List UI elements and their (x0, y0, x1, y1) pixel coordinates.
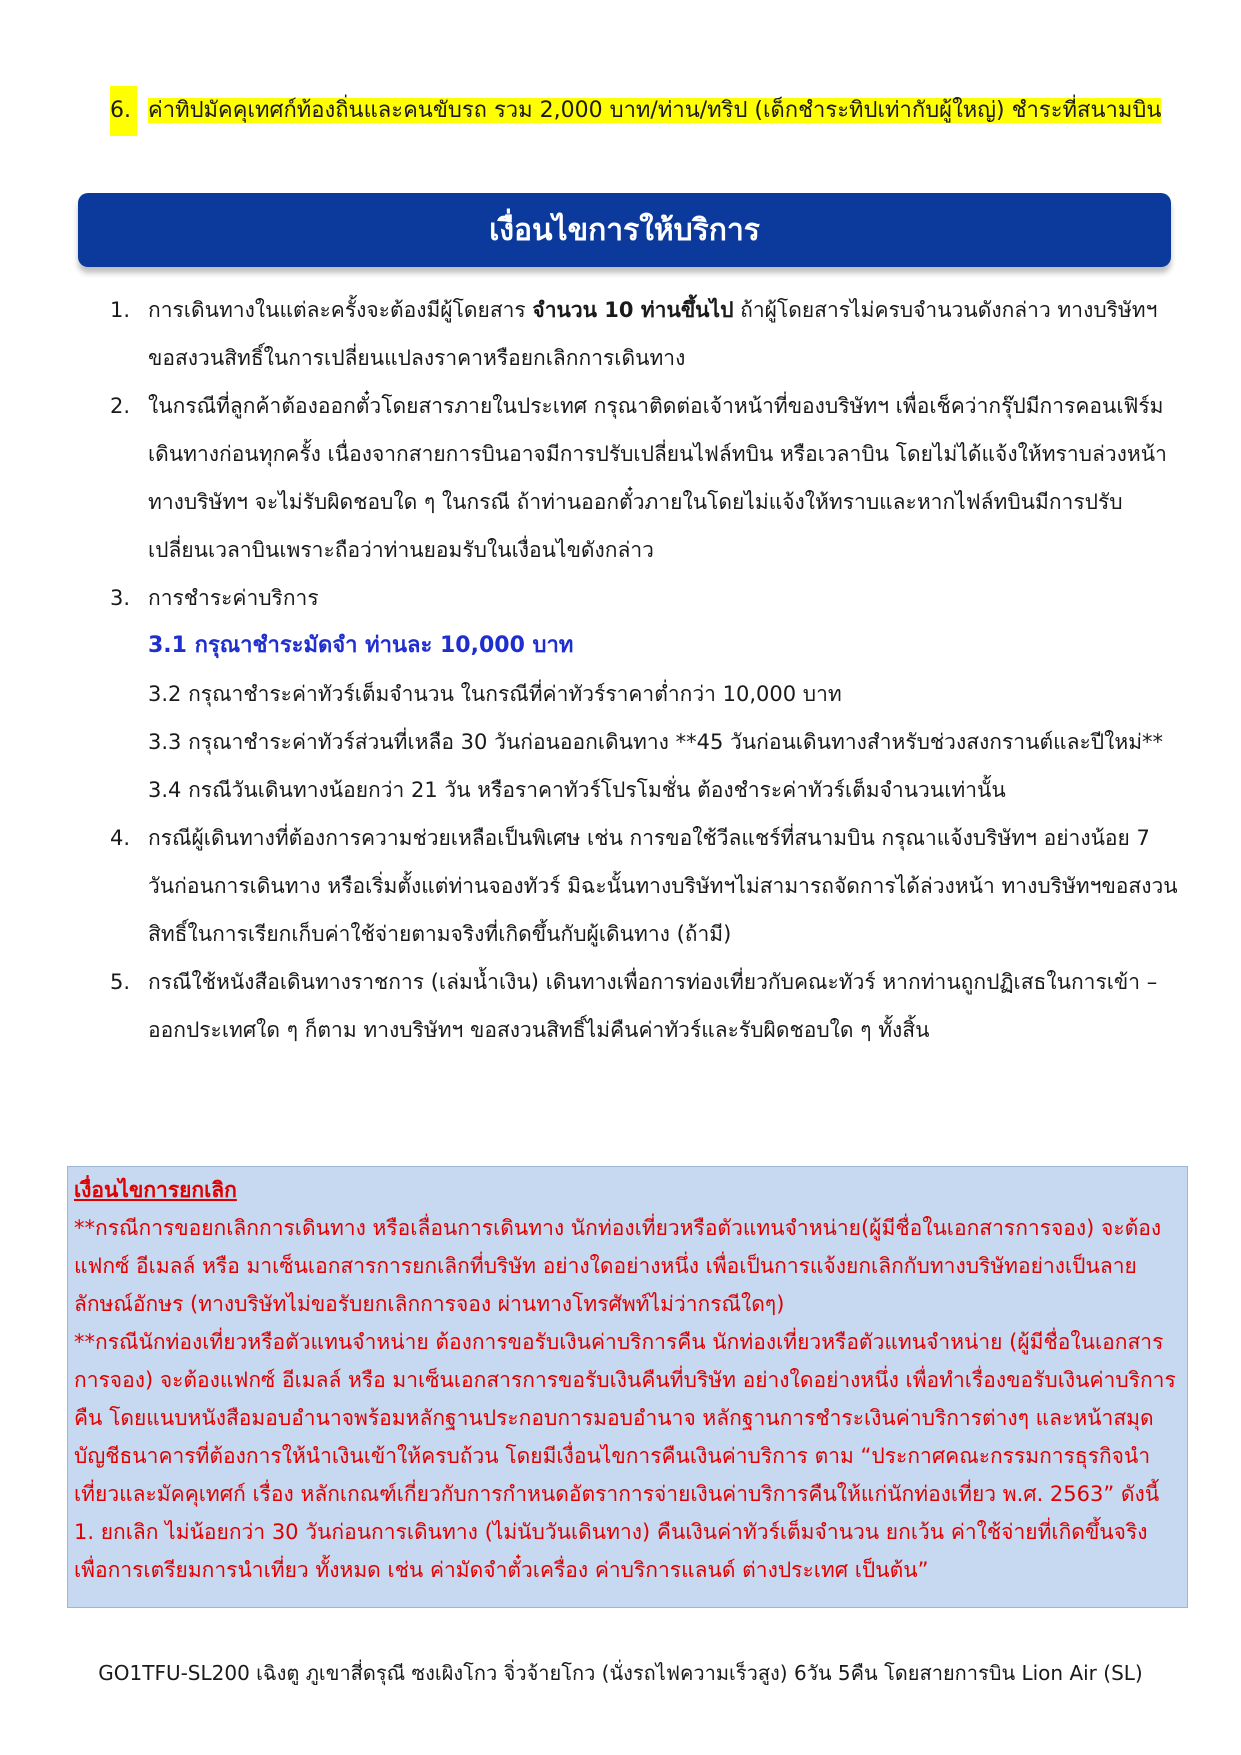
condition-item-1 (110, 286, 1180, 382)
cancellation-paragraph-1: **กรณีการขอยกเลิกการเดินทาง หรือเลื่อนการเดินทาง นักท่องเที่ยวหรือตัวแทนจำหน่าย(ผู้มีชื่อในเอกสารการจอง) จะต้องแฟกซ์ อีเมลล์ หรือ มาเซ็นเอกสารการยกเลิกที่บริษัท อย่างใดอย่างหนึ่ง เพื่อเป็นการแจ้งยกเลิกกับทางบริษัทอย่างเป็นลายลักษณ์อักษร (ทางบริษัทไม่ขอรับยกเลิกการจอง ผ่านทางโทรศัพท์ไม่ว่ากรณีใดๆ) (74, 1216, 1162, 1316)
condition-item-4 (110, 814, 1180, 958)
highlighted-text: ค่าทิปมัคคุเทศก์ท้องถิ่นและคนขับรถ รวม 2,000 บาท/ท่าน/ทริป (เด็กชำระทิปเท่ากับผู้ใหญ่) ชำระที่สนามบิน (148, 98, 1162, 123)
item-number: 5. (110, 970, 131, 994)
cancellation-paragraph-2: **กรณีนักท่องเที่ยวหรือตัวแทนจำหน่าย ต้องการขอรับเงินค่าบริการคืน นักท่องเที่ยวหรือตัวแทนจำหน่าย (ผู้มีชื่อในเอกสารการจอง) จะต้องแฟกซ์ อีเมลล์ หรือ มาเซ็นเอกสารการขอรับเงินคืนที่บริษัท อย่างใดอย่างหนึ่ง เพื่อทำเรื่องขอรับเงินค่าบริการคืน โดยแนบหนังสือมอบอำนาจพร้อมหลักฐานประกอบการมอบอำนาจ หลักฐานการชำระเงินค่าบริการต่างๆ และหน้าสมุดบัญชีธนาคารที่ต้องการให้นำเงินเข้าให้ครบถ้วน โดยมีเงื่อนไขการคืนเงินค่าบริการ ตาม “ประกาศคณะกรรมการธุรกิจนำเที่ยวและมัคคุเทศก์ เรื่อง หลักเกณฑ์เกี่ยวกับการกำหนดอัตราการจ่ายเงินค่าบริการคืนให้แก่นักท่องเที่ยว พ.ศ. 2563” ดังนี้ (74, 1330, 1176, 1506)
payment-subitem-2: 3.2 กรุณาชำระค่าทัวร์เต็มจำนวน ในกรณีที่ค่าทัวร์ราคาต่ำกว่า 10,000 บาท (148, 682, 842, 706)
section-title: เงื่อนไขการให้บริการ (489, 212, 760, 248)
condition-text: การเดินทางในแต่ละครั้งจะต้องมีผู้โดยสาร (148, 298, 533, 322)
item-number: 3. (110, 586, 131, 610)
cancellation-heading: เงื่อนไขการยกเลิก (74, 1178, 237, 1202)
condition-bold-text: จำนวน 10 ท่านขึ้นไป (532, 298, 734, 322)
condition-text: ในกรณีที่ลูกค้าต้องออกตั๋วโดยสารภายในประเทศ กรุณาติดต่อเจ้าหน้าที่ของบริษัทฯ เพื่อเช็คว่ากรุ๊ปมีการคอนเฟิร์มเดินทางก่อนทุกครั้ง เนื่องจากสายการบินอาจมีการปรับเปลี่ยนไฟล์ทบิน หรือเวลาบิน โดยไม่ได้แจ้งให้ทราบล่วงหน้า ทางบริษัทฯ จะไม่รับผิดชอบใด ๆ ในกรณี ถ้าท่านออกตั๋วภายในโดยไม่แจ้งให้ทราบและหากไฟล์ทบินมีการปรับเปลี่ยนเวลาบินเพราะถือว่าท่านยอมรับในเงื่อนไขดังกล่าว (148, 394, 1167, 562)
item-number: 1. (110, 298, 131, 322)
item-number: 4. (110, 826, 131, 850)
item-number: 6. (110, 86, 137, 136)
payment-subitem-4: 3.4 กรณีวันเดินทางน้อยกว่า 21 วัน หรือราคาทัวร์โปรโมชั่น ต้องชำระค่าทัวร์เต็มจำนวนเท่านั้น (148, 778, 1006, 802)
section-banner (78, 193, 1171, 267)
conditions-list (110, 286, 1180, 1054)
cancellation-box (67, 1166, 1188, 1608)
condition-text: ถ้าผู้โดยสารไม่ครบจำนวนดังกล่าว ทางบริษัทฯ ขอสงวนสิทธิ์ในการเปลี่ยนแปลงราคาหรือยกเลิกการเดินทาง (148, 298, 1158, 370)
item-text (148, 86, 1170, 136)
condition-text: การชำระค่าบริการ (148, 586, 319, 610)
item-number: 2. (110, 394, 131, 418)
condition-text: กรณีใช้หนังสือเดินทางราชการ (เล่มน้ำเงิน) เดินทางเพื่อการท่องเที่ยวกับคณะทัวร์ หากท่านถูกปฏิเสธในการเข้า – ออกประเทศใด ๆ ก็ตาม ทางบริษัทฯ ขอสงวนสิทธิ์ไม่คืนค่าทัวร์และรับผิดชอบใด ๆ ทั้งสิ้น (148, 970, 1158, 1042)
condition-item-5 (110, 958, 1180, 1054)
condition-item-3 (110, 574, 1180, 622)
page-footer: GO1TFU-SL200 เฉิงตู ภูเขาสี่ดรุณี ซงเผิงโกว จิ่วจ้ายโกว (นั่งรถไฟความเร็วสูง) 6วัน 5คืน โดยสายการบิน Lion Air (SL) (98, 1661, 1143, 1685)
cancellation-paragraph-3: 1. ยกเลิก ไม่น้อยกว่า 30 วันก่อนการเดินทาง (ไม่นับวันเดินทาง) คืนเงินค่าทัวร์เต็มจำนวน ยกเว้น ค่าใช้จ่ายที่เกิดขึ้นจริงเพื่อการเตรียมการนำเที่ยว ทั้งหมด เช่น ค่ามัดจำตั๋วเครื่อง ค่าบริการแลนด์ ต่างประเทศ เป็นต้น” (74, 1520, 1148, 1582)
payment-subitem-3: 3.3 กรุณาชำระค่าทัวร์ส่วนที่เหลือ 30 วันก่อนออกเดินทาง **45 วันก่อนเดินทางสำหรับช่วงสงกรานต์และปีใหม่** (148, 730, 1164, 754)
condition-item-2 (110, 382, 1180, 574)
condition-text: กรณีผู้เดินทางที่ต้องการความช่วยเหลือเป็นพิเศษ เช่น การขอใช้วีลแชร์ที่สนามบิน กรุณาแจ้งบริษัทฯ อย่างน้อย 7 วันก่อนการเดินทาง หรือเริ่มตั้งแต่ท่านจองทัวร์ มิฉะนั้นทางบริษัทฯไม่สามารถจัดการได้ล่วงหน้า ทางบริษัทฯขอสงวนสิทธิ์ในการเรียกเก็บค่าใช้จ่ายตามจริงที่เกิดขึ้นกับผู้เดินทาง (ถ้ามี) (148, 826, 1178, 946)
included-item-6 (110, 86, 1170, 136)
deposit-line: 3.1 กรุณาชำระมัดจำ ท่านละ 10,000 บาท (148, 633, 574, 658)
